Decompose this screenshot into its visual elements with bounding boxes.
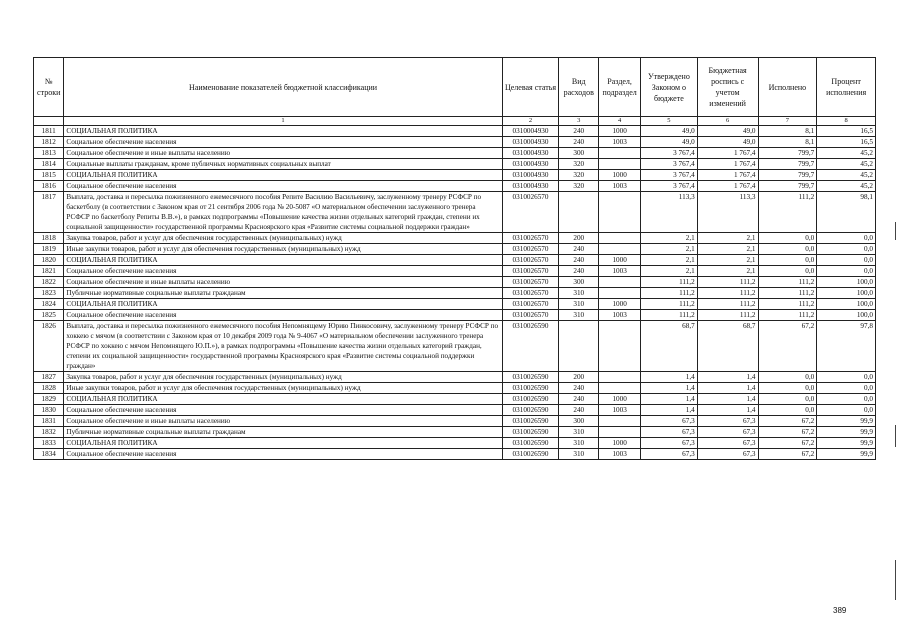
row-name: СОЦИАЛЬНАЯ ПОЛИТИКА [64,126,502,137]
row-name: Выплата, доставка и пересылка пожизненного ежемесячного пособия Непомнящему Юрию Пинкосовичу, заслуженному тренеру РСФСР по хоккею с мячом (в соответствии с Законом края от 10 декабря 2009 года № 9-4067 «О материальном обеспечении заслуженного тренера РСФСР по хоккею с мячом Непомнящего Ю.П.»), в рамках подпрограммы «Повышение качества жизни отдельных категорий граждан, степени их социальной защищенности» государственной программы Красноярского края «Развитие системы социальной поддержки граждан» [64,321,502,372]
executed-amount: 799,7 [758,159,817,170]
budget-list-amount: 2,1 [697,233,758,244]
expense-type: 320 [559,181,599,192]
table-row [34,159,876,170]
row-name: Выплата, доставка и пересылка пожизненного ежемесячного пособия Репите Василию Васильевичу, заслуженному тренеру РСФСР по баскетболу (в соответствии с Законом края от 21 сентября 2006 года № 20-5087 «О материальном обеспечении заслуженного тренера РСФСР по баскетболу Репиты В.В.»), в рамках подпрограммы «Повышение качества жизни отдельных категорий граждан, степени их социальной защищенности» государственной программы Красноярского края «Развитие системы социальной поддержки граждан» [64,192,502,233]
row-name: СОЦИАЛЬНАЯ ПОЛИТИКА [64,438,502,449]
execution-percent: 0,0 [817,405,876,416]
execution-percent: 98,1 [817,192,876,233]
section-code: 1003 [599,266,641,277]
expense-type: 310 [559,299,599,310]
scan-edge-mark [895,560,896,600]
table-row [34,310,876,321]
table-row [34,438,876,449]
expense-type: 310 [559,310,599,321]
row-number: 1832 [34,427,64,438]
col-number: 5 [641,117,698,126]
section-code: 1000 [599,170,641,181]
row-name: Публичные нормативные социальные выплаты гражданам [64,427,502,438]
executed-amount: 67,2 [758,321,817,372]
section-code: 1000 [599,126,641,137]
execution-percent: 16,5 [817,137,876,148]
target-article: 0310026590 [502,383,559,394]
table-row [34,405,876,416]
col-number: 1 [64,117,502,126]
row-name: Социальное обеспечение населения [64,449,502,460]
approved-amount: 67,3 [641,449,698,460]
executed-amount: 67,2 [758,449,817,460]
execution-percent: 99,9 [817,427,876,438]
row-number: 1813 [34,148,64,159]
row-number: 1818 [34,233,64,244]
row-number: 1817 [34,192,64,233]
expense-type: 240 [559,255,599,266]
approved-amount: 111,2 [641,299,698,310]
execution-percent: 0,0 [817,244,876,255]
execution-percent: 45,2 [817,148,876,159]
executed-amount: 67,2 [758,438,817,449]
row-name: Социальное обеспечение населения [64,310,502,321]
target-article: 0310026590 [502,438,559,449]
budget-list-amount: 1 767,4 [697,181,758,192]
executed-amount: 67,2 [758,427,817,438]
execution-percent: 0,0 [817,233,876,244]
executed-amount: 799,7 [758,170,817,181]
table-row [34,181,876,192]
executed-amount: 111,2 [758,192,817,233]
execution-percent: 45,2 [817,170,876,181]
header-section: Раздел, подраздел [599,58,641,117]
target-article: 0310004930 [502,170,559,181]
executed-amount: 0,0 [758,244,817,255]
executed-amount: 0,0 [758,383,817,394]
budget-list-amount: 1,4 [697,394,758,405]
section-code [599,372,641,383]
table-row [34,233,876,244]
approved-amount: 2,1 [641,244,698,255]
section-code [599,244,641,255]
target-article: 0310026570 [502,288,559,299]
expense-type: 310 [559,427,599,438]
col-number: 3 [559,117,599,126]
target-article: 0310026590 [502,321,559,372]
budget-list-amount: 1,4 [697,383,758,394]
row-number: 1814 [34,159,64,170]
table-row [34,394,876,405]
target-article: 0310004930 [502,126,559,137]
executed-amount: 0,0 [758,405,817,416]
approved-amount: 1,4 [641,372,698,383]
approved-amount: 2,1 [641,266,698,277]
section-code: 1000 [599,394,641,405]
approved-amount: 2,1 [641,255,698,266]
budget-list-amount: 49,0 [697,137,758,148]
section-code: 1003 [599,137,641,148]
expense-type: 240 [559,266,599,277]
table-row [34,126,876,137]
section-code: 1000 [599,438,641,449]
budget-list-amount: 2,1 [697,266,758,277]
section-code [599,159,641,170]
table-row [34,372,876,383]
approved-amount: 3 767,4 [641,170,698,181]
target-article: 0310026570 [502,233,559,244]
target-article: 0310004930 [502,181,559,192]
budget-list-amount: 1 767,4 [697,148,758,159]
col-number: 4 [599,117,641,126]
budget-list-amount: 68,7 [697,321,758,372]
section-code [599,416,641,427]
row-number: 1829 [34,394,64,405]
row-number: 1815 [34,170,64,181]
table-row [34,299,876,310]
target-article: 0310004930 [502,148,559,159]
table-row [34,244,876,255]
approved-amount: 1,4 [641,405,698,416]
executed-amount: 799,7 [758,181,817,192]
target-article: 0310026590 [502,427,559,438]
header-budget-list: Бюджетная роспись с учетом изменений [697,58,758,117]
section-code [599,277,641,288]
budget-table [33,57,876,460]
expense-type: 300 [559,416,599,427]
execution-percent: 100,0 [817,277,876,288]
column-number-row [34,117,876,126]
budget-list-amount: 1 767,4 [697,170,758,181]
executed-amount: 8,1 [758,126,817,137]
row-number: 1811 [34,126,64,137]
budget-list-amount: 2,1 [697,255,758,266]
expense-type: 240 [559,383,599,394]
row-name: СОЦИАЛЬНАЯ ПОЛИТИКА [64,299,502,310]
budget-list-amount: 111,2 [697,310,758,321]
section-code: 1003 [599,310,641,321]
executed-amount: 111,2 [758,299,817,310]
row-number: 1816 [34,181,64,192]
section-code [599,288,641,299]
col-number: 2 [502,117,559,126]
section-code [599,427,641,438]
row-number: 1833 [34,438,64,449]
row-number: 1823 [34,288,64,299]
table-row [34,449,876,460]
row-name: СОЦИАЛЬНАЯ ПОЛИТИКА [64,255,502,266]
row-number: 1830 [34,405,64,416]
execution-percent: 45,2 [817,181,876,192]
budget-list-amount: 111,2 [697,277,758,288]
executed-amount: 111,2 [758,277,817,288]
table-row [34,192,876,233]
row-number: 1828 [34,383,64,394]
target-article: 0310004930 [502,159,559,170]
header-row [34,58,876,117]
header-percent: Процент исполнения [817,58,876,117]
expense-type [559,192,599,233]
row-name: Социальное обеспечение населения [64,137,502,148]
header-target: Целевая статья [502,58,559,117]
expense-type [559,321,599,372]
execution-percent: 100,0 [817,310,876,321]
table-row [34,383,876,394]
expense-type: 240 [559,126,599,137]
expense-type: 310 [559,288,599,299]
budget-list-amount: 111,2 [697,299,758,310]
section-code: 1003 [599,449,641,460]
approved-amount: 67,3 [641,438,698,449]
row-name: Социальное обеспечение населения [64,181,502,192]
row-name: Социальное обеспечение населения [64,405,502,416]
section-code: 1000 [599,255,641,266]
approved-amount: 113,3 [641,192,698,233]
approved-amount: 67,3 [641,416,698,427]
row-name: Социальное обеспечение населения [64,266,502,277]
row-number: 1820 [34,255,64,266]
expense-type: 310 [559,438,599,449]
target-article: 0310026590 [502,449,559,460]
budget-list-amount: 1,4 [697,405,758,416]
approved-amount: 49,0 [641,126,698,137]
target-article: 0310026570 [502,310,559,321]
budget-list-amount: 111,2 [697,288,758,299]
approved-amount: 2,1 [641,233,698,244]
executed-amount: 0,0 [758,266,817,277]
row-name: Социальное обеспечение и иные выплаты населению [64,416,502,427]
executed-amount: 799,7 [758,148,817,159]
row-number: 1821 [34,266,64,277]
executed-amount: 0,0 [758,394,817,405]
header-approved: Утверждено Законом о бюджете [641,58,698,117]
scan-edge-mark [895,425,896,447]
executed-amount: 0,0 [758,255,817,266]
section-code: 1000 [599,299,641,310]
execution-percent: 45,2 [817,159,876,170]
approved-amount: 3 767,4 [641,159,698,170]
table-row [34,148,876,159]
row-number: 1822 [34,277,64,288]
execution-percent: 0,0 [817,266,876,277]
expense-type: 310 [559,449,599,460]
approved-amount: 49,0 [641,137,698,148]
col-number: 7 [758,117,817,126]
table-row [34,170,876,181]
section-code: 1003 [599,181,641,192]
expense-type: 320 [559,170,599,181]
budget-list-amount: 67,3 [697,416,758,427]
target-article: 0310026590 [502,394,559,405]
expense-type: 240 [559,405,599,416]
table-row [34,416,876,427]
section-code [599,148,641,159]
section-code: 1003 [599,405,641,416]
table-row [34,277,876,288]
row-number: 1831 [34,416,64,427]
execution-percent: 0,0 [817,372,876,383]
execution-percent: 16,5 [817,126,876,137]
table-row [34,427,876,438]
execution-percent: 99,9 [817,438,876,449]
section-code [599,192,641,233]
approved-amount: 67,3 [641,427,698,438]
approved-amount: 111,2 [641,310,698,321]
header-row-no: № строки [34,58,64,117]
section-code [599,233,641,244]
budget-list-amount: 67,3 [697,427,758,438]
target-article: 0310026570 [502,244,559,255]
execution-percent: 100,0 [817,288,876,299]
target-article: 0310026570 [502,266,559,277]
budget-list-amount: 113,3 [697,192,758,233]
row-name: СОЦИАЛЬНАЯ ПОЛИТИКА [64,394,502,405]
target-article: 0310026570 [502,192,559,233]
row-number: 1825 [34,310,64,321]
target-article: 0310004930 [502,137,559,148]
approved-amount: 111,2 [641,288,698,299]
execution-percent: 0,0 [817,394,876,405]
budget-list-amount: 49,0 [697,126,758,137]
row-name: Закупка товаров, работ и услуг для обеспечения государственных (муниципальных) нужд [64,372,502,383]
expense-type: 240 [559,137,599,148]
target-article: 0310026590 [502,372,559,383]
executed-amount: 0,0 [758,372,817,383]
target-article: 0310026570 [502,277,559,288]
executed-amount: 111,2 [758,310,817,321]
approved-amount: 1,4 [641,394,698,405]
target-article: 0310026590 [502,416,559,427]
row-number: 1812 [34,137,64,148]
expense-type: 200 [559,372,599,383]
page-number: 389 [833,606,847,615]
execution-percent: 99,9 [817,416,876,427]
expense-type: 320 [559,159,599,170]
budget-list-amount: 2,1 [697,244,758,255]
approved-amount: 68,7 [641,321,698,372]
expense-type: 300 [559,277,599,288]
section-code [599,321,641,372]
target-article: 0310026570 [502,299,559,310]
row-name: Иные закупки товаров, работ и услуг для обеспечения государственных (муниципальных) нужд [64,244,502,255]
approved-amount: 111,2 [641,277,698,288]
col-number: 8 [817,117,876,126]
executed-amount: 8,1 [758,137,817,148]
row-name: Иные закупки товаров, работ и услуг для обеспечения государственных (муниципальных) нужд [64,383,502,394]
header-executed: Исполнено [758,58,817,117]
col-number: 6 [697,117,758,126]
approved-amount: 3 767,4 [641,181,698,192]
section-code [599,383,641,394]
expense-type: 240 [559,394,599,405]
header-name: Наименование показателей бюджетной классификации [64,58,502,117]
expense-type: 300 [559,148,599,159]
row-number: 1824 [34,299,64,310]
row-number: 1826 [34,321,64,372]
row-name: Социальные выплаты гражданам, кроме публичных нормативных социальных выплат [64,159,502,170]
row-number: 1819 [34,244,64,255]
approved-amount: 1,4 [641,383,698,394]
row-number: 1827 [34,372,64,383]
target-article: 0310026590 [502,405,559,416]
expense-type: 200 [559,233,599,244]
scan-edge-mark [895,222,896,240]
header-exp-type: Вид расходов [559,58,599,117]
budget-list-amount: 67,3 [697,438,758,449]
row-name: Социальное обеспечение и иные выплаты населению [64,148,502,159]
target-article: 0310026570 [502,255,559,266]
table-body [34,126,876,460]
expense-type: 240 [559,244,599,255]
execution-percent: 0,0 [817,383,876,394]
executed-amount: 0,0 [758,233,817,244]
row-name: Закупка товаров, работ и услуг для обеспечения государственных (муниципальных) нужд [64,233,502,244]
table-row [34,266,876,277]
row-name: СОЦИАЛЬНАЯ ПОЛИТИКА [64,170,502,181]
row-name: Публичные нормативные социальные выплаты гражданам [64,288,502,299]
budget-list-amount: 1 767,4 [697,159,758,170]
execution-percent: 97,8 [817,321,876,372]
table-row [34,255,876,266]
budget-list-amount: 67,3 [697,449,758,460]
row-number: 1834 [34,449,64,460]
executed-amount: 111,2 [758,288,817,299]
execution-percent: 100,0 [817,299,876,310]
table-row [34,137,876,148]
execution-percent: 0,0 [817,255,876,266]
table-row [34,321,876,372]
budget-list-amount: 1,4 [697,372,758,383]
col-number [34,117,64,126]
row-name: Социальное обеспечение и иные выплаты населению [64,277,502,288]
execution-percent: 99,9 [817,449,876,460]
executed-amount: 67,2 [758,416,817,427]
table-row [34,288,876,299]
approved-amount: 3 767,4 [641,148,698,159]
